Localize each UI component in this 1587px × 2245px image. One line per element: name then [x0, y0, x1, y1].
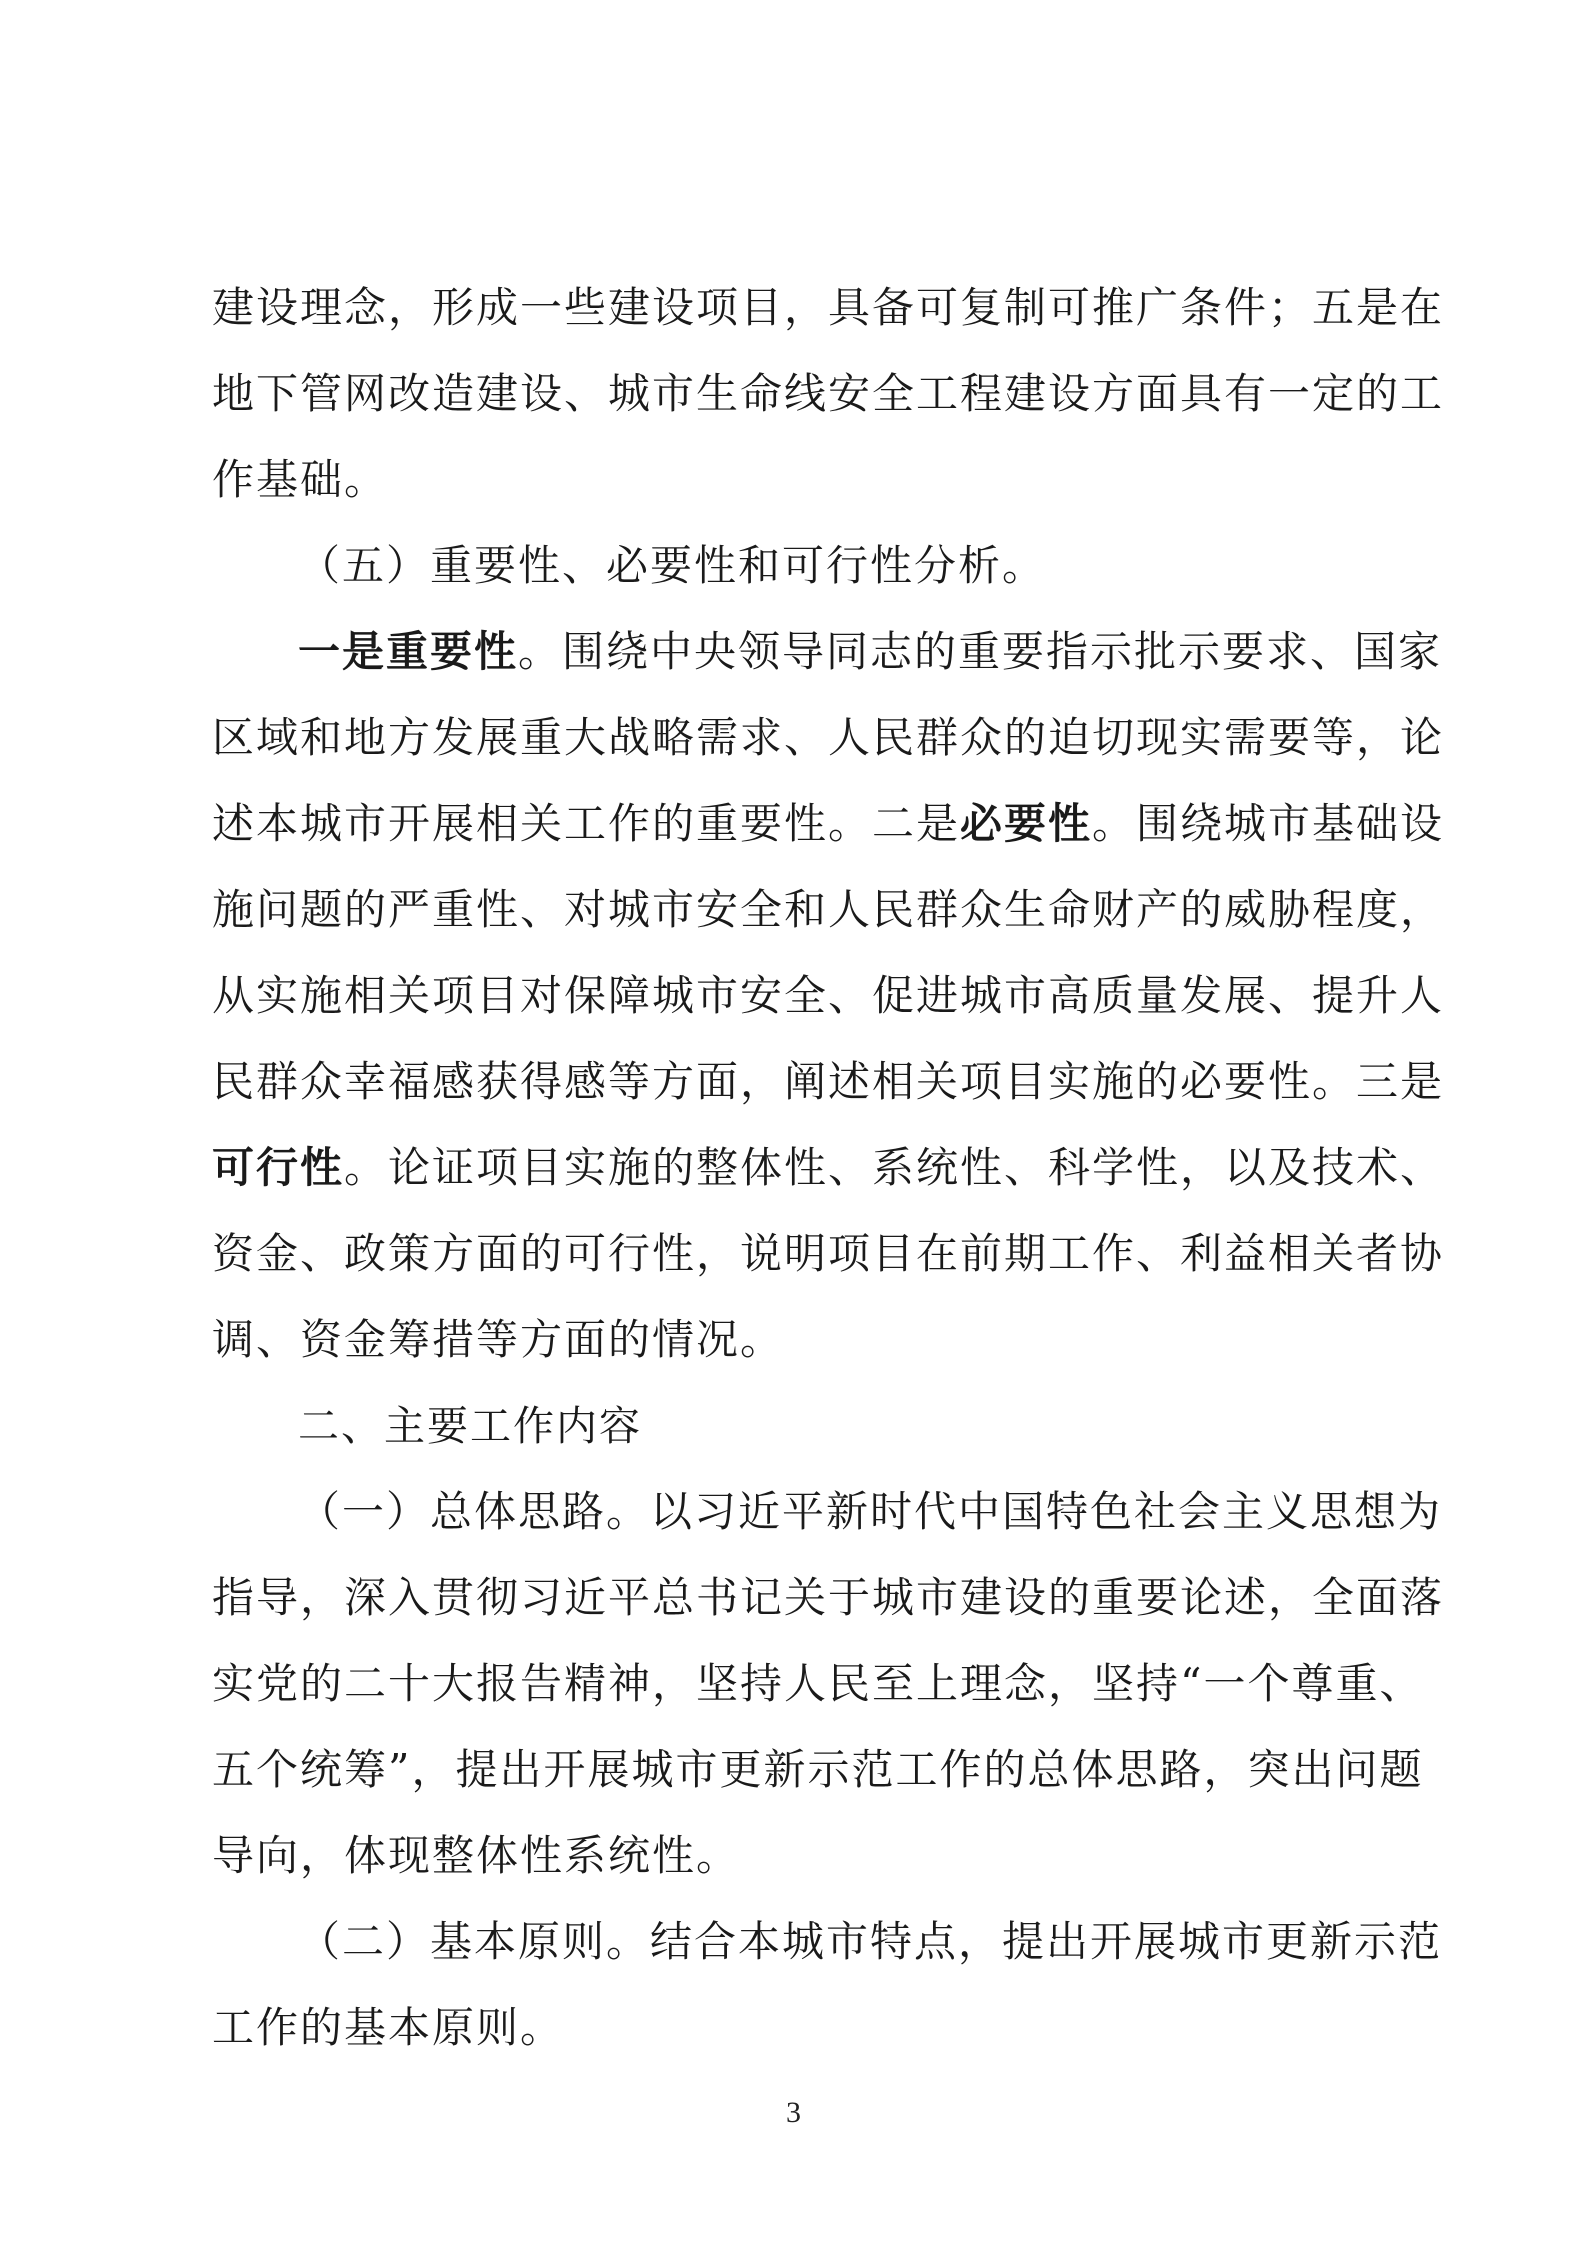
paragraph-line: （一）总体思路。以习近平新时代中国特色社会主义思想为 [298, 1487, 1443, 1536]
paragraph-line: 工作的基本原则。 [212, 2003, 565, 2052]
paragraph-line: 可行性。论证项目实施的整体性、系统性、科学性，以及技术、 [212, 1143, 1445, 1192]
bold-term-necessity: 必要性 [960, 799, 1093, 848]
paragraph-line: 述本城市开展相关工作的重要性。二是必要性。围绕城市基础设 [212, 799, 1445, 848]
page-number: 3 [786, 2096, 801, 2129]
paragraph-line: 调、资金筹措等方面的情况。 [212, 1315, 785, 1364]
paragraph-line: 资金、政策方面的可行性，说明项目在前期工作、利益相关者协 [212, 1229, 1445, 1278]
paragraph-line: 实党的二十大报告精神，坚持人民至上理念，坚持“一个尊重、 [212, 1659, 1424, 1708]
section-heading-two: 二、主要工作内容 [298, 1402, 642, 1450]
paragraph-line: 五个统筹”，提出开展城市更新示范工作的总体思路，突出问题 [212, 1745, 1424, 1794]
paragraph-line: 施问题的严重性、对城市安全和人民群众生命财产的威胁程度， [212, 885, 1445, 934]
paragraph-line: 地下管网改造建设、城市生命线安全工程建设方面具有一定的工 [212, 369, 1445, 418]
paragraph-line: 建设理念，形成一些建设项目，具备可复制可推广条件；五是在 [212, 283, 1445, 332]
paragraph-line: 民群众幸福感获得感等方面，阐述相关项目实施的必要性。三是 [212, 1057, 1445, 1106]
paragraph-line: 从实施相关项目对保障城市安全、促进城市高质量发展、提升人 [212, 971, 1445, 1020]
paragraph-line: 一是重要性。围绕中央领导同志的重要指示批示要求、国家 [298, 627, 1443, 676]
paragraph-line: （二）基本原则。结合本城市特点，提出开展城市更新示范 [298, 1917, 1443, 1966]
paragraph-line: 导向，体现整体性系统性。 [212, 1831, 741, 1880]
paragraph-line: 作基础。 [212, 455, 389, 504]
paragraph-line: 指导，深入贯彻习近平总书记关于城市建设的重要论述，全面落 [212, 1573, 1445, 1622]
bold-term-feasibility: 可行性 [212, 1143, 345, 1192]
bold-term-importance: 一是重要性 [298, 627, 519, 676]
paragraph-line: 区域和地方发展重大战略需求、人民群众的迫切现实需要等，论 [212, 713, 1445, 762]
section-heading-five: （五）重要性、必要性和可行性分析。 [298, 541, 1047, 590]
